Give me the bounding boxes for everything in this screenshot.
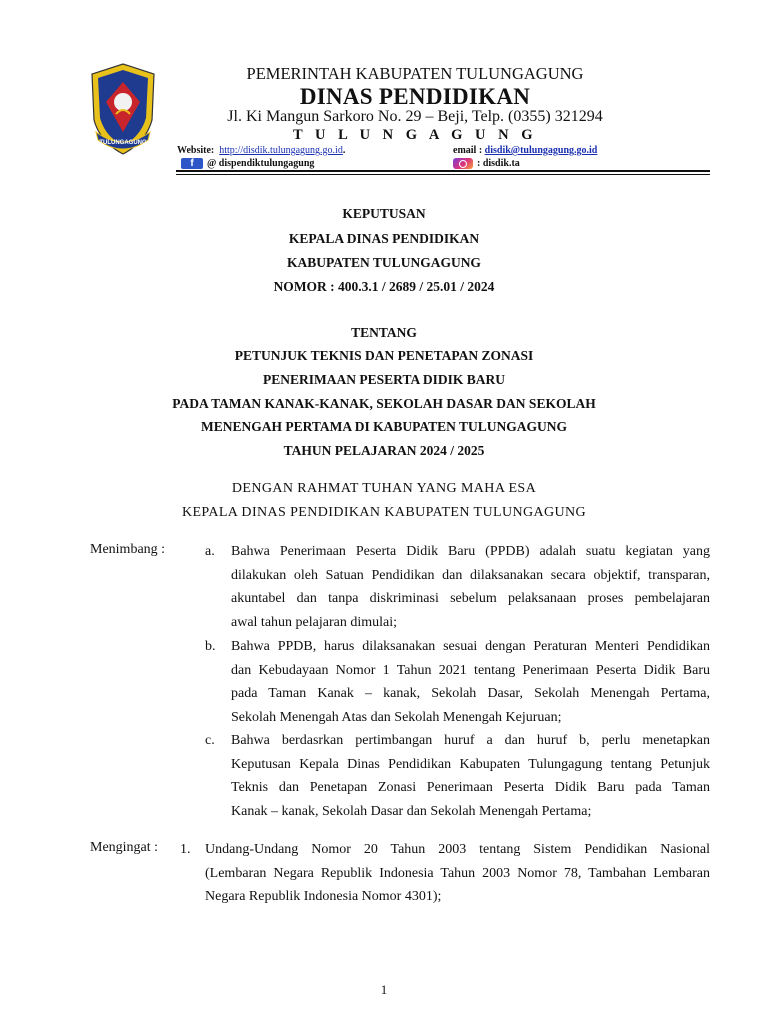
decree-number: NOMOR : 400.3.1 / 2689 / 25.01 / 2024	[273, 279, 495, 294]
facebook-line	[181, 158, 314, 169]
letterhead-agency: DINAS PENDIDIKAN	[299, 84, 531, 109]
tulungagung-emblem-logo	[88, 62, 158, 158]
menimbang-a-line-1: Bahwa Penerimaan Peserta Didik Baru (PPDB) adalah suatu kegiatan yang	[231, 544, 710, 559]
letterhead-address: Jl. Ki Mangun Sarkoro No. 29 – Beji, Telp. (0355) 321294	[227, 108, 603, 125]
instagram-icon	[453, 158, 473, 169]
website-label: Website:	[177, 145, 215, 156]
website-link[interactable]: http://disdik.tulungagung.go.id	[219, 145, 343, 156]
menimbang-label: Menimbang :	[90, 542, 166, 557]
logo-ribbon-text: TULUNGAGUNG	[99, 140, 147, 146]
menimbang-marker-c: c.	[205, 733, 215, 748]
mengingat-1-line-1: Undang-Undang Nomor 20 Tahun 2003 tentang Sistem Pendidikan Nasional	[205, 842, 710, 857]
menimbang-b-line-3: pada Taman Kanak – kanak, Sekolah Dasar, Sekolah Menengah Pertama,	[231, 686, 710, 701]
mengingat-1-line-3: Negara Republik Indonesia Nomor 4301);	[205, 889, 442, 904]
mengingat-1-line-2: (Lembaran Negara Republik Indonesia Tahun 2003 Nomor 78, Tambahan Lembaran	[205, 865, 710, 881]
subject-line-1: PETUNJUK TEKNIS DAN PENETAPAN ZONASI	[234, 348, 534, 363]
menimbang-item-b	[231, 635, 710, 729]
subject-line-4: MENENGAH PERTAMA DI KABUPATEN TULUNGAGUNG	[200, 419, 568, 434]
menimbang-c-line-4: Kanak – kanak, Sekolah Dasar dan Sekolah Menengah Pertama;	[231, 803, 592, 819]
email-line	[453, 145, 597, 156]
decree-region: KABUPATEN TULUNGAGUNG	[287, 255, 481, 270]
mengingat-label: Mengingat :	[90, 840, 159, 855]
letterhead-city: T U L U N G A G U N G	[292, 127, 538, 143]
menimbang-c-line-3: Teknis dan Penetapan Zonasi Penerimaan Peserta Didik Baru pada Taman	[231, 780, 710, 795]
instagram-handle: : disdik.ta	[477, 158, 520, 169]
facebook-icon: f	[181, 158, 203, 169]
subject-heading: TENTANG	[351, 325, 417, 340]
decree-issuer: KEPALA DINAS PENDIDIKAN	[288, 231, 480, 246]
menimbang-a-line-2: dilakukan oleh Satuan Pendidikan dan dilaksanakan secara objektif, transparan,	[231, 567, 710, 583]
menimbang-b-line-2: dan Kebudayaan Nomor 1 Tahun 2021 tentang Penerimaan Peserta Didik Baru	[231, 662, 710, 678]
subject-line-5: TAHUN PELAJARAN 2024 / 2025	[283, 443, 485, 458]
preamble-line-1: DENGAN RAHMAT TUHAN YANG MAHA ESA	[231, 481, 537, 496]
mengingat-marker-1: 1.	[180, 842, 191, 857]
menimbang-item-a	[231, 540, 710, 634]
menimbang-item-c	[231, 729, 710, 823]
letterhead-government: PEMERINTAH KABUPATEN TULUNGAGUNG	[246, 64, 584, 83]
subject-line-3: PADA TAMAN KANAK-KANAK, SEKOLAH DASAR DAN SEKOLAH	[172, 396, 596, 411]
menimbang-marker-a: a.	[205, 544, 215, 559]
email-link[interactable]: disdik@tulungagung.go.id	[484, 145, 598, 156]
instagram-line	[453, 158, 520, 169]
decree-title: KEPUTUSAN	[342, 206, 426, 221]
menimbang-c-line-1: Bahwa berdasrkan pertimbangan huruf a dan huruf b, perlu menetapkan	[231, 733, 710, 748]
email-label: email :	[453, 145, 483, 156]
subject-line-2: PENERIMAAN PESERTA DIDIK BARU	[263, 372, 505, 387]
menimbang-b-line-4: Sekolah Menengah Atas dan Sekolah Menengah Kejuruan;	[231, 709, 562, 725]
menimbang-c-line-2: Keputusan Kepala Dinas Pendidikan Kabupaten Tulungagung tentang Petunjuk	[231, 756, 710, 772]
menimbang-a-line-3: akuntabel dan tanpa diskriminasi sebelum pelaksanaan proses pembelajaran	[231, 591, 710, 606]
website-line: Website: http://disdik.tulungagung.go.id.	[177, 145, 346, 156]
menimbang-marker-b: b.	[205, 639, 216, 654]
facebook-handle: @ dispendiktulungagung	[207, 158, 315, 169]
page-number: 1	[380, 982, 388, 997]
preamble-line-2: KEPALA DINAS PENDIDIKAN KABUPATEN TULUNGAGUNG	[181, 505, 587, 520]
letterhead-divider-thin	[176, 174, 710, 175]
mengingat-item-1	[205, 838, 710, 909]
menimbang-b-line-1: Bahwa PPDB, harus dilaksanakan sesuai dengan Peraturan Menteri Pendidikan	[231, 639, 710, 654]
menimbang-a-line-4: awal tahun pelajaran dimulai;	[231, 614, 397, 630]
letterhead-divider-thick	[176, 170, 710, 172]
